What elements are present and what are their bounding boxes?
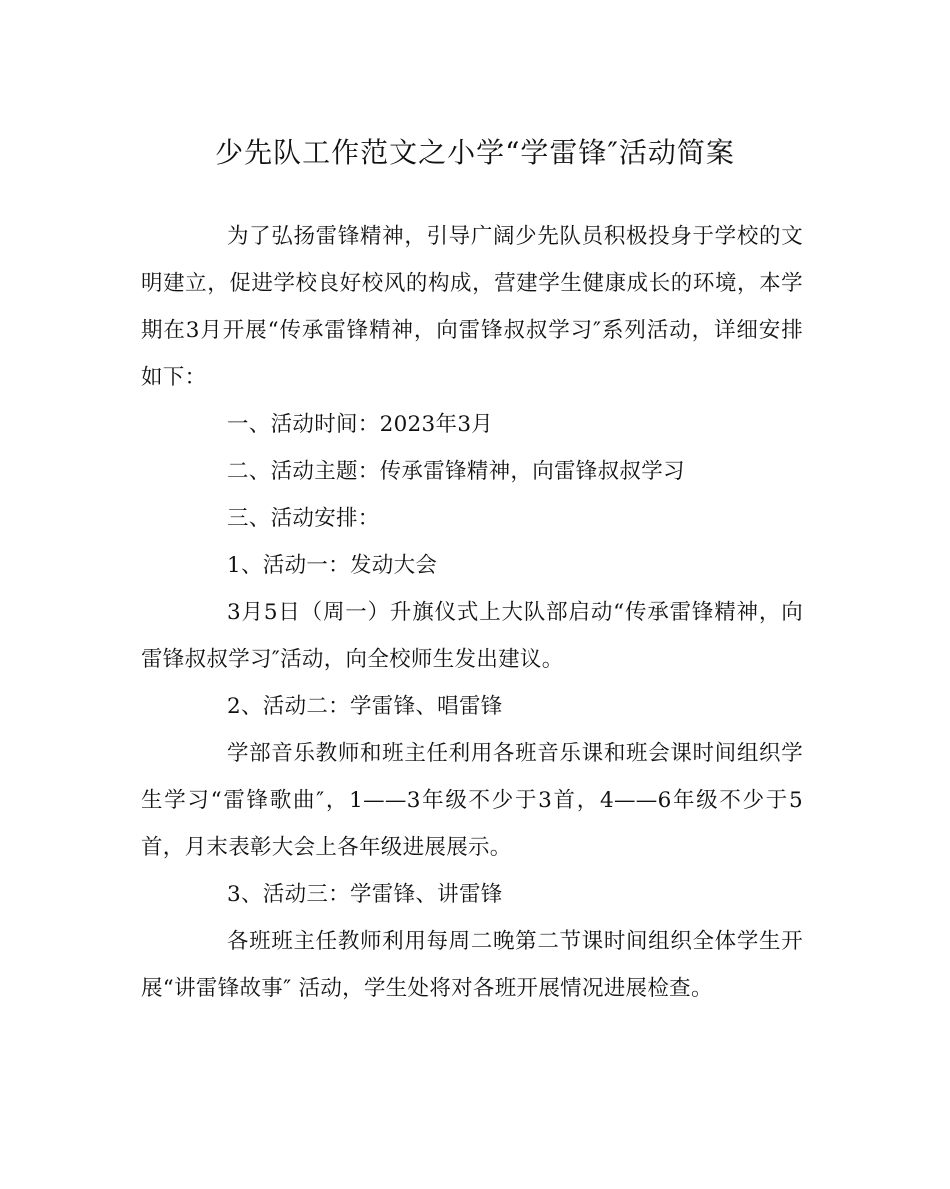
- activity-three-heading: 3、活动三：学雷锋、讲雷锋: [227, 882, 503, 907]
- activity-time: 一、活动时间：2023年3月: [227, 412, 494, 437]
- document-body: [141, 213, 803, 1012]
- activity-theme: 二、活动主题：传承雷锋精神，向雷锋叔叔学习: [227, 459, 685, 484]
- document-title: 少先队工作范文之小学“学雷锋″活动简案: [215, 136, 735, 169]
- activity-one-text: 3月5日（周一）升旗仪式上大队部启动“传承雷锋精神，向雷锋叔叔学习″活动，向全校师生发出建议。: [141, 600, 803, 672]
- activity-arrangement-heading: 三、活动安排：: [227, 506, 380, 531]
- activity-two-text: 学部音乐教师和班主任利用各班音乐课和班会课时间组织学生学习“雷锋歌曲″，1——3年级不少于3首，4——6年级不少于5首，月末表彰大会上各年级进展展示。: [141, 741, 803, 860]
- intro-paragraph: 为了弘扬雷锋精神，引导广阔少先队员积极投身于学校的文明建立，促进学校良好校风的构成，营建学生健康成长的环境，本学期在3月开展“传承雷锋精神，向雷锋叔叔学习″系列活动，详细安排如下：: [141, 224, 803, 390]
- activity-one-heading: 1、活动一：发动大会: [227, 553, 438, 578]
- activity-two-heading: 2、活动二：学雷锋、唱雷锋: [227, 694, 503, 719]
- activity-three-text: 各班班主任教师利用每周二晚第二节课时间组织全体学生开展“讲雷锋故事″ 活动，学生处将对各班开展情况进展检查。: [141, 929, 803, 1001]
